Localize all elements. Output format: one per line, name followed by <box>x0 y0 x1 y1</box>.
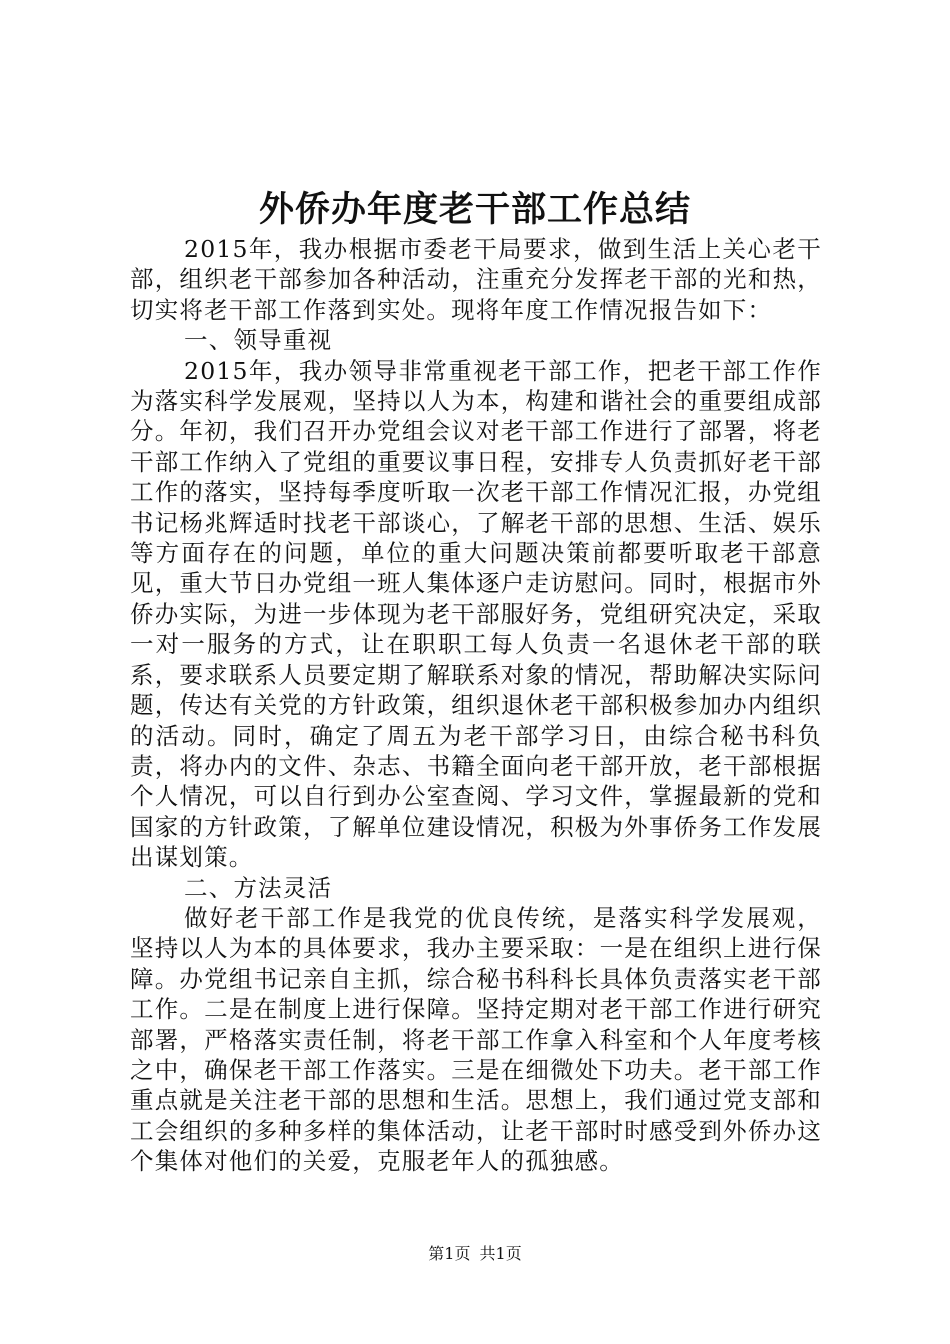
section-heading-leadership: 一、领导重视 <box>184 326 333 355</box>
section-heading-methods: 二、方法灵活 <box>184 873 333 902</box>
page-number-footer: 第1页 共1页 <box>428 1244 522 1263</box>
document-title: 外侨办年度老干部工作总结 <box>258 189 691 230</box>
intro-paragraph: 2015年，我办根据市委老干局要求，做到生活上关心老干部，组织老干部参加各种活动，注重充分发挥老干部的光和热，切实将老干部工作落到实处。现将年度工作情况报告如下： <box>130 235 822 324</box>
document-body <box>130 234 822 1177</box>
section-body-leadership: 2015年，我办领导非常重视老干部工作，把老干部工作作为落实科学发展观，坚持以人为本，构建和谐社会的重要组成部分。年初，我们召开办党组会议对老干部工作进行了部署，将老干部工作纳入了党组的重要议事日程，安排专人负责抓好老干部工作的落实，坚持每季度听取一次老干部工作情况汇报，办党组书记杨兆辉适时找老干部谈心，了解老干部的思想、生活、娱乐等方面存在的问题，单位的重大问题决策前都要听取老干部意见，重大节日办党组一班人集体逐户走访慰问。同时，根据市外侨办实际，为进一步体现为老干部服好务，党组研究决定，采取一对一服务的方式，让在职职工每人负责一名退休老干部的联系，要求联系人员要定期了解联系对象的情况，帮助解决实际问题，传达有关党的方针政策，组织退休老干部积极参加办内组织的活动。同时，确定了周五为老干部学习日，由综合秘书科负责，将办内的文件、杂志、书籍全面向老干部开放，老干部根据个人情况，可以自行到办公室查阅、学习文件，掌握最新的党和国家的方针政策，了解单位建设情况，积极为外事侨务工作发展出谋划策。 <box>130 356 822 872</box>
section-body-methods: 做好老干部工作是我党的优良传统，是落实科学发展观，坚持以人为本的具体要求，我办主要采取：一是在组织上进行保障。办党组书记亲自主抓，综合秘书科科长具体负责落实老干部工作。二是在制度上进行保障。坚持定期对老干部工作进行研究部署，严格落实责任制，将老干部工作拿入科室和个人年度考核之中，确保老干部工作落实。三是在细微处下功夫。老干部工作重点就是关注老干部的思想和生活。思想上，我们通过党支部和工会组织的多种多样的集体活动，让老干部时时感受到外侨办这个集体对他们的关爱，克服老年人的孤独感。 <box>130 903 822 1176</box>
